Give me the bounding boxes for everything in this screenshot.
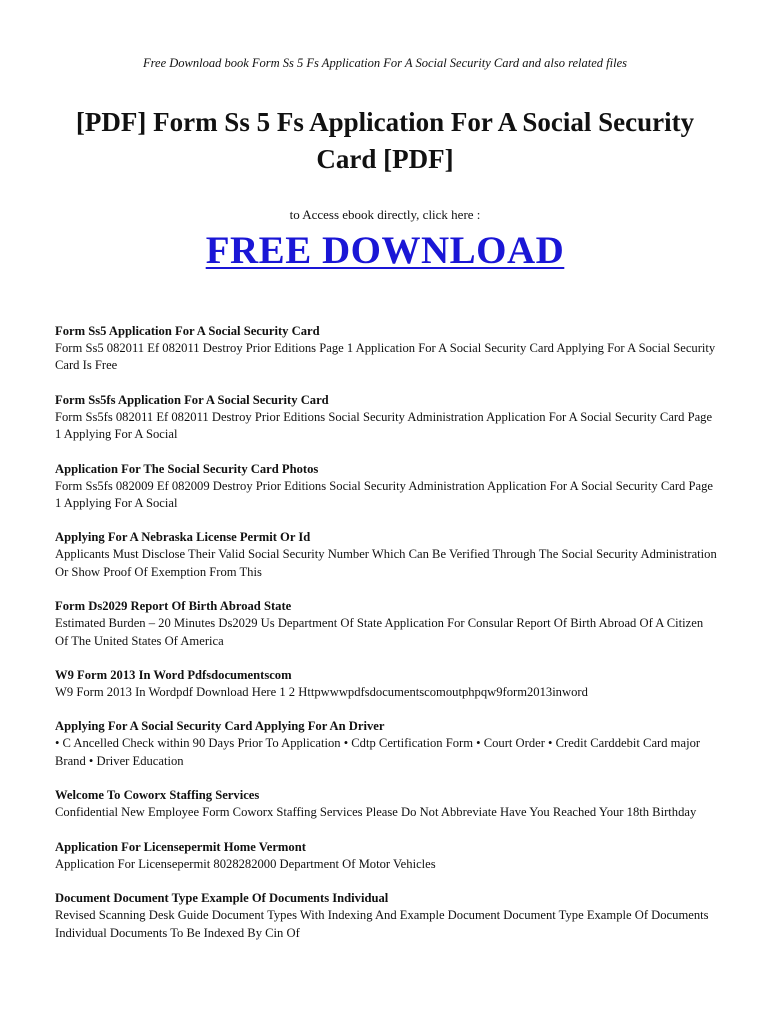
entry-description: • C Ancelled Check within 90 Days Prior To Application • Cdtp Certification Form • Court Order • Credit Carddebit Card major Brand • Driver Education xyxy=(55,736,701,768)
entry-description: W9 Form 2013 In Wordpdf Download Here 1 2 Httpwwwpdfsdocumentscomoutphpqw9form2013inword xyxy=(55,685,588,700)
entry-description: Application For Licensepermit 8028282000 Department Of Motor Vehicles xyxy=(55,856,436,871)
entry-description: Form Ss5 082011 Ef 082011 Destroy Prior Editions Page 1 Application For A Social Security Card Applying For A Social Security Card Is Free xyxy=(55,341,716,373)
entry-title: Applying For A Social Security Card Applying For An Driver xyxy=(55,719,385,734)
entry-description: Revised Scanning Desk Guide Document Types With Indexing And Example Document Document Type Example Of Documents Individual Documents To Be Indexed By Cin Of xyxy=(55,908,709,940)
document-title: [PDF] Form Ss 5 Fs Application For A Social Security Card [PDF] xyxy=(75,107,695,174)
access-instruction: to Access ebook directly, click here : xyxy=(289,207,481,222)
list-item xyxy=(55,787,717,821)
list-item xyxy=(55,667,717,701)
entry-description: Confidential New Employee Form Coworx Staffing Services Please Do Not Abbreviate Have You Reached Your 18th Birthday xyxy=(55,805,697,820)
entry-title: W9 Form 2013 In Word Pdfsdocumentscom xyxy=(55,668,292,683)
list-item xyxy=(55,890,717,942)
free-download-container xyxy=(0,228,770,273)
entry-description: Form Ss5fs 082011 Ef 082011 Destroy Prior Editions Social Security Administration Application For A Social Security Card Page 1 Applying For A Social xyxy=(55,409,713,442)
list-item xyxy=(55,839,717,873)
list-item xyxy=(55,529,717,581)
entry-description: Estimated Burden – 20 Minutes Ds2029 Us Department Of State Application For Consular Report Of Birth Abroad Of A Citizen Of The United States Of America xyxy=(55,616,704,648)
entry-title: Applying For A Nebraska License Permit Or Id xyxy=(55,530,311,545)
list-item xyxy=(55,323,717,375)
entry-description: Applicants Must Disclose Their Valid Social Security Number Which Can Be Verified Through The Social Security Administration Or Show Proof Of Exemption From This xyxy=(55,547,717,579)
list-item xyxy=(55,392,717,444)
entry-title: Welcome To Coworx Staffing Services xyxy=(55,788,260,803)
entry-title: Form Ss5 Application For A Social Security Card xyxy=(55,324,320,338)
entry-description: Form Ss5fs 082009 Ef 082009 Destroy Prior Editions Social Security Administration Application For A Social Security Card Page 1 Applying For A Social xyxy=(55,478,713,511)
list-item xyxy=(55,598,717,650)
list-item xyxy=(55,718,717,770)
free-download-link[interactable]: FREE DOWNLOAD xyxy=(205,229,565,272)
entry-title: Document Document Type Example Of Documents Individual xyxy=(55,891,389,906)
top-note: Free Download book Form Ss 5 Fs Application For A Social Security Card and also related files xyxy=(143,56,627,70)
entry-title: Application For Licensepermit Home Vermont xyxy=(55,839,306,854)
entry-title: Form Ss5fs Application For A Social Security Card xyxy=(55,392,329,407)
related-files-list xyxy=(55,323,717,959)
entry-title: Application For The Social Security Card Photos xyxy=(55,461,319,476)
entry-title: Form Ds2029 Report Of Birth Abroad State xyxy=(55,599,292,614)
list-item xyxy=(55,461,717,513)
